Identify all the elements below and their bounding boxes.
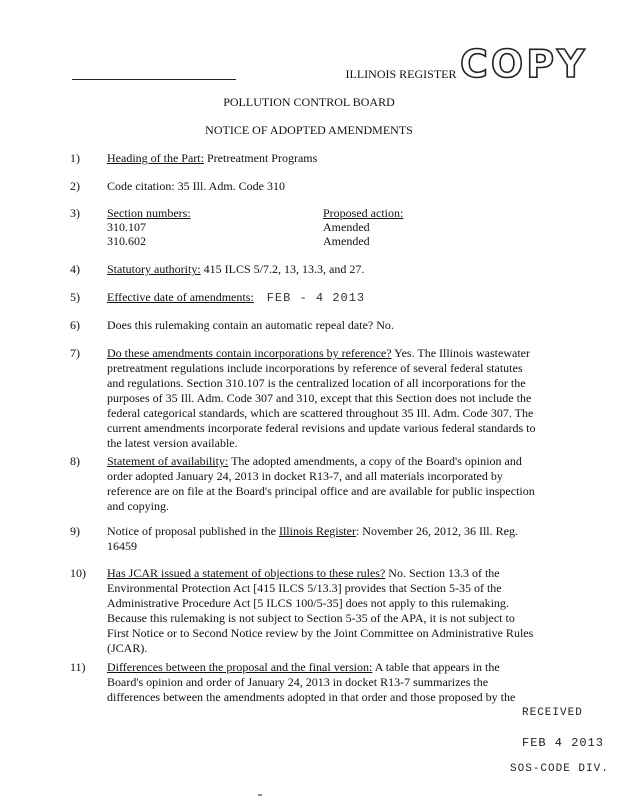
item-text: No. Section 13.3 of the [385, 566, 500, 580]
item-label: Heading of the Part: [107, 151, 204, 165]
item-text: and copying. [107, 499, 169, 513]
item-text: federal categorical standards, which are scattered throughout 35 Ill. Adm. Code 307. The [107, 406, 534, 420]
item-text: 415 ILCS 5/7.2, 13, 13.3, and 27. [200, 262, 365, 276]
item-text: reference are on file at the Board's principal office and are available for public inspection [107, 484, 535, 498]
item-number: 5) [70, 290, 80, 304]
item-text: Pretreatment Programs [203, 151, 318, 165]
section-action: Amended [323, 220, 370, 234]
item-text: : November 26, 2012, 36 Ill. Reg. [355, 524, 518, 538]
item-label: Statutory authority: [107, 262, 201, 276]
item-label: Effective date of amendments: [107, 290, 254, 304]
item-text: differences between the amendments adopted in that order and those proposed by the [107, 690, 516, 704]
received-stamp-office: SOS-CODE DIV. [510, 763, 609, 775]
item-text: Does this rulemaking contain an automatic repeal date? No. [107, 318, 394, 332]
item-text: the latest version available. [107, 436, 238, 450]
received-stamp-date: FEB 4 2013 [522, 736, 605, 750]
item-number: 11) [70, 660, 86, 674]
item-label: Differences between the proposal and the final version: [107, 660, 373, 674]
item-text: Yes. The Illinois wastewater [391, 346, 530, 360]
item-number: 4) [70, 262, 80, 276]
item-text: Environmental Protection Act [415 ILCS 5/13.3] provides that Section 5-35 of the [107, 581, 502, 595]
item-text: and regulations. Section 310.107 is the centralized location of all incorporations for the [107, 376, 526, 390]
section-number: 310.107 [107, 220, 146, 234]
section-action: Amended [323, 234, 370, 248]
item-text: Administrative Procedure Act [5 ILCS 100/5-35] does not apply to this rulemaking. [107, 596, 509, 610]
item-number: 10) [70, 566, 86, 580]
page-mark [258, 794, 262, 796]
item-label: Statement of availability: [107, 454, 229, 468]
item-text: current amendments incorporate federal revisions and update various federal standards to [107, 421, 536, 435]
item-number: 3) [70, 206, 80, 220]
item-number: 1) [70, 151, 80, 165]
item-text: pretreatment regulations include incorporations by reference of several federal statutes [107, 361, 523, 375]
item-label: Section numbers: [107, 206, 191, 220]
item-number: 2) [70, 179, 80, 193]
item-text: A table that appears in the [372, 660, 500, 674]
item-text: Code citation: 35 Ill. Adm. Code 310 [107, 179, 285, 193]
item-text: Board's opinion and order of January 24, 2013 in docket R13-7 summarizes the [107, 675, 489, 689]
item-text: purposes of 35 Ill. Adm. Code 307 and 310, except that this Section does not include the [107, 391, 532, 405]
item-text: order adopted January 24, 2013 in docket R13-7, and all materials incorporated by [107, 469, 503, 483]
item-text: First Notice or to Second Notice review by the Joint Committee on Administrative Rules [107, 626, 534, 640]
item-text: Because this rulemaking is not subject to Section 5-35 of the APA, it is not subject to [107, 611, 515, 625]
register-title: ILLINOIS REGISTER [345, 67, 457, 81]
item-text: (JCAR). [107, 641, 148, 655]
item-label: Has JCAR issued a statement of objections to these rules? [107, 566, 386, 580]
copy-stamp: COPY [460, 42, 588, 86]
board-title: POLLUTION CONTROL BOARD [223, 95, 395, 109]
item-number: 9) [70, 524, 80, 538]
item-text: 16459 [107, 539, 137, 553]
item-label: Do these amendments contain incorporations by reference? [107, 346, 392, 360]
received-stamp-label: RECEIVED [522, 707, 583, 719]
item-number: 7) [70, 346, 80, 360]
proposed-action-label: Proposed action: [323, 206, 404, 220]
item-number: 6) [70, 318, 80, 332]
section-number: 310.602 [107, 234, 146, 248]
item-number: 8) [70, 454, 80, 468]
item-text: The adopted amendments, a copy of the Board's opinion and [228, 454, 522, 468]
notice-title: NOTICE OF ADOPTED AMENDMENTS [205, 123, 413, 137]
item-label: Illinois Register [278, 524, 356, 538]
effective-date-stamp: FEB - 4 2013 [266, 291, 366, 305]
item-text: Notice of proposal published in the [107, 524, 279, 538]
